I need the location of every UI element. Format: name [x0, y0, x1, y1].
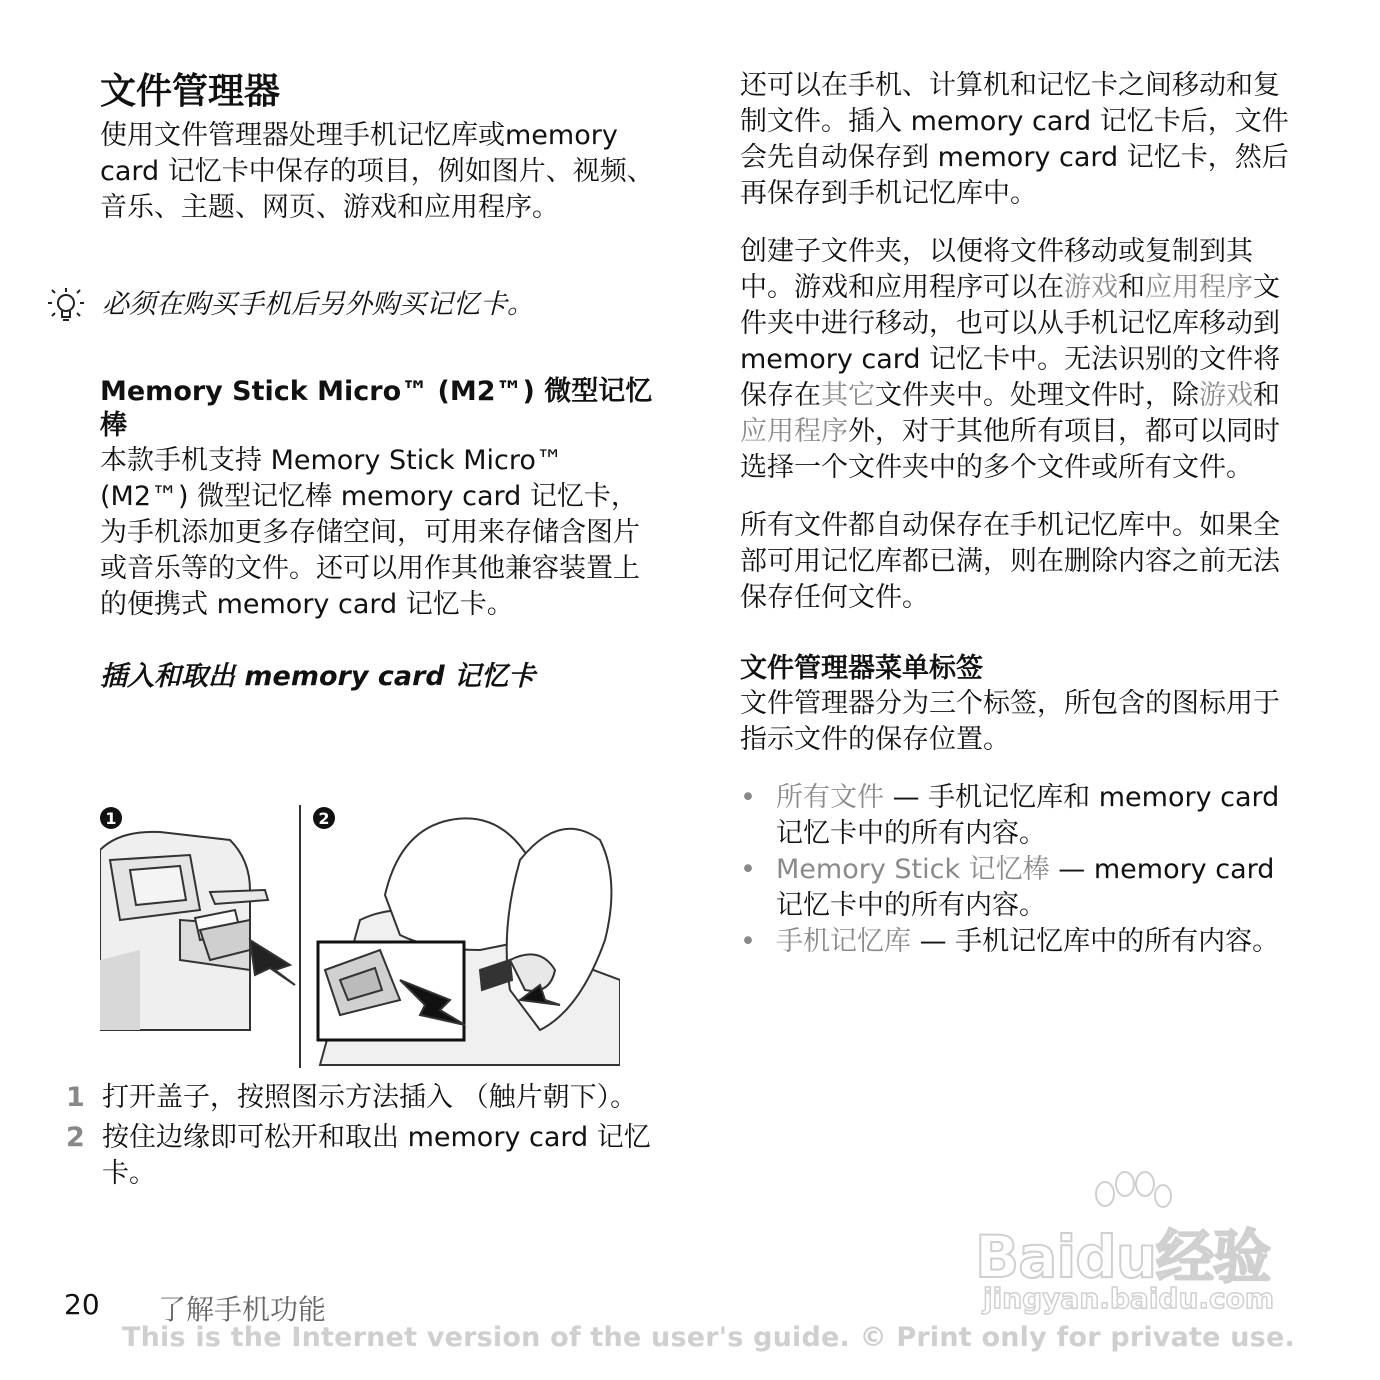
tab-desc: — memory card 记忆卡中的所有内容。 — [776, 854, 1275, 921]
tip-note — [44, 285, 664, 329]
text-segment: 文件夹中进行移动，也可以从手机记忆库移动到 memory card 记忆卡中。无法识别的文件将保存在 — [740, 272, 1281, 411]
panel-2 — [318, 818, 620, 1065]
step-item — [62, 1120, 662, 1192]
step-text: 按住边缘即可松开和取出 memory card 记忆卡。 — [102, 1122, 651, 1189]
section-label: 了解手机功能 — [158, 1293, 327, 1326]
watermark-logo: Baidu经验 — [975, 1223, 1271, 1291]
tab-name: 所有文件 — [776, 782, 884, 813]
text-segment: 外，对于其他所有项目，都可以同时选择一个文件夹中的多个文件或所有文件。 — [740, 416, 1280, 483]
svg-text:2: 2 — [318, 809, 330, 828]
text-segment: 和 — [1253, 380, 1280, 411]
move-files-paragraph: 还可以在手机、计算机和记忆卡之间移动和复制文件。插入 memory card 记忆卡后，文件会先自动保存到 memory card 记忆卡，然后再保存到手机记忆库中。 — [740, 70, 1289, 209]
m2-heading: Memory Stick Micro™ (M2™) 微型记忆棒 — [100, 376, 653, 441]
subfolder-paragraph — [740, 234, 1290, 486]
tab-desc: — 手机记忆库中的所有内容。 — [911, 926, 1280, 957]
baidu-watermark — [975, 1170, 1295, 1320]
list-item — [740, 780, 1290, 852]
text-segment: 创建子文件夹，以便将文件移动或复制到其中。游戏和应用程序可以在 — [740, 236, 1253, 303]
folder-name-apps: 应用程序 — [1145, 272, 1253, 303]
folder-name-apps: 应用程序 — [740, 416, 848, 447]
insert-heading: 插入和取出 memory card 记忆卡 — [100, 661, 536, 692]
tabs-intro: 文件管理器分为三个标签，所包含的图标用于指示文件的保存位置。 — [740, 688, 1280, 755]
step-number: 1 — [66, 1082, 85, 1113]
tabs-list — [740, 780, 1290, 960]
lightbulb-icon — [44, 285, 88, 329]
watermark-url: jingyan.baidu.com — [983, 1282, 1275, 1315]
folder-name-games: 游戏 — [1064, 272, 1118, 303]
insertion-steps — [62, 1080, 662, 1196]
page-title: 文件管理器 — [100, 71, 281, 112]
tabs-heading: 文件管理器菜单标签 — [740, 653, 983, 684]
insertion-diagram — [100, 800, 620, 1070]
tab-name: Memory Stick 记忆棒 — [776, 854, 1050, 885]
memory-card-illustration — [100, 800, 620, 1070]
folder-name-other: 其它 — [821, 380, 875, 411]
folder-name-games: 游戏 — [1199, 380, 1253, 411]
list-item — [740, 852, 1290, 924]
disclaimer: This is the Internet version of the user's guide. © Print only for private use. — [122, 1322, 1295, 1353]
svg-text:1: 1 — [105, 809, 117, 828]
left-column — [100, 70, 660, 226]
page-number: 20 — [64, 1288, 100, 1321]
tab-name: 手机记忆库 — [776, 926, 911, 957]
tip-text: 必须在购买手机后另外购买记忆卡。 — [102, 289, 534, 320]
text-segment: 文件夹中。处理文件时，除 — [875, 380, 1199, 411]
step-number: 2 — [66, 1122, 85, 1153]
m2-body: 本款手机支持 Memory Stick Micro™ (M2™) 微型记忆棒 memory card 记忆卡，为手机添加更多存储空间，可用来存储含图片或音乐等的文件。还可以用作其他兼容装置上的便携式 memory card 记忆卡。 — [100, 445, 640, 620]
step-item — [62, 1080, 662, 1116]
panel-1 — [100, 832, 295, 1030]
m2-section — [100, 375, 660, 695]
step-1-label — [100, 807, 122, 829]
intro-paragraph: 使用文件管理器处理手机记忆库或memory card 记忆卡中保存的项目，例如图片、视频、音乐、主题、网页、游戏和应用程序。 — [100, 120, 654, 223]
step-2-label — [313, 807, 335, 829]
right-column — [740, 68, 1290, 960]
storage-paragraph: 所有文件都自动保存在手机记忆库中。如果全部可用记忆库都已满，则在删除内容之前无法保存任何文件。 — [740, 510, 1280, 613]
step-text: 打开盖子，按照图示方法插入 （触片朝下）。 — [102, 1082, 638, 1113]
list-item — [740, 924, 1290, 960]
tab-desc: — 手机记忆库和 memory card 记忆卡中的所有内容。 — [776, 782, 1280, 849]
text-segment: 和 — [1118, 272, 1145, 303]
